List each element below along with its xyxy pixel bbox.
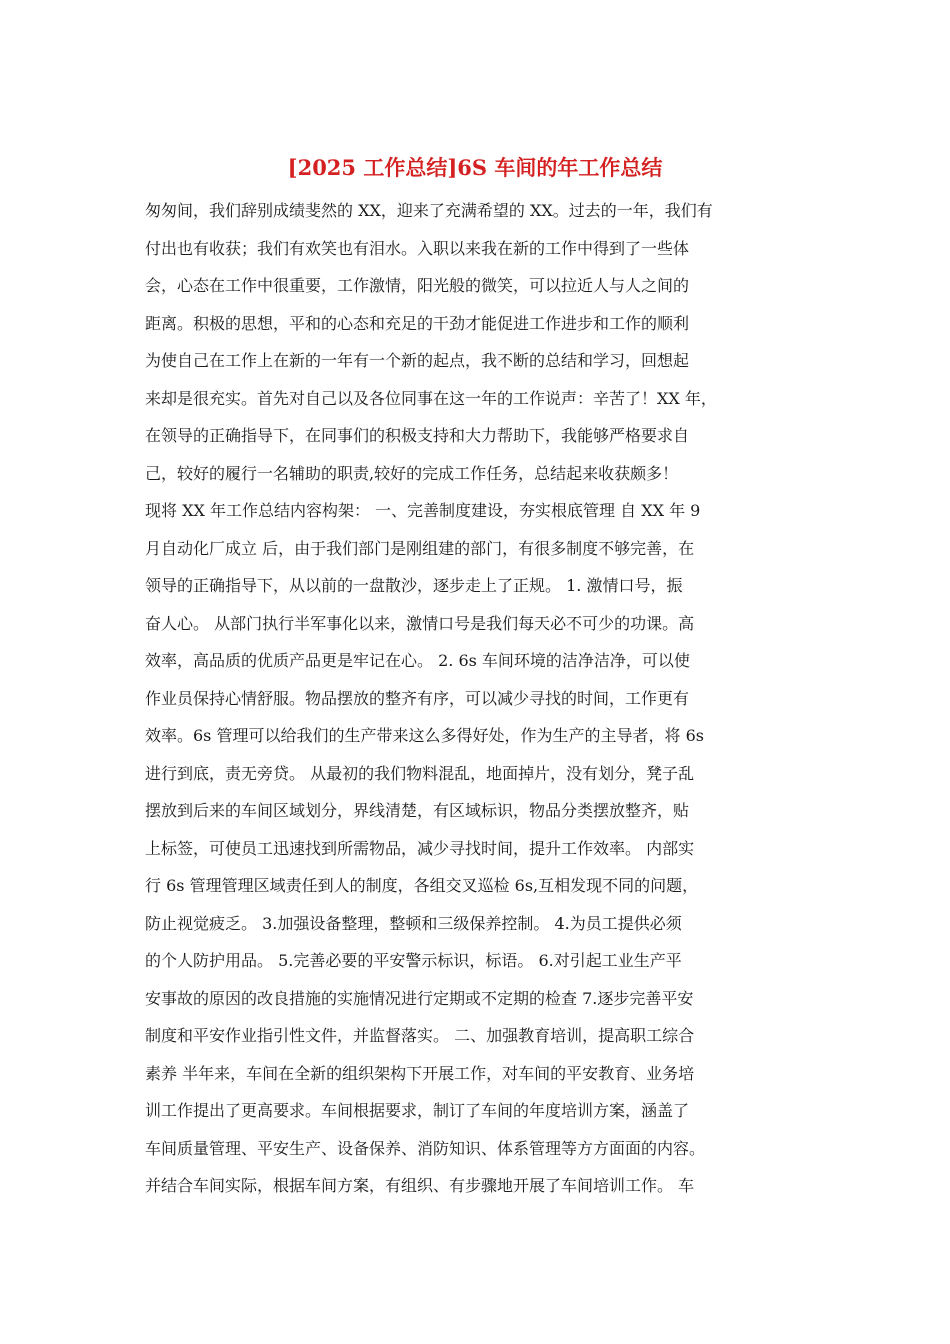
body-line: 在领导的正确指导下，在同事们的积极支持和大力帮助下，我能够严格要求自	[145, 426, 690, 445]
body-line: 制度和平安作业指引性文件，并监督落实。 二、加强教育培训，提高职工综合	[145, 1026, 695, 1045]
body-line: 效率，高品质的优质产品更是牢记在心。 2. 6s 车间环境的洁净洁净，可以使	[145, 651, 690, 670]
body-line: 付出也有收获；我们有欢笑也有泪水。入职以来我在新的工作中得到了一些体	[145, 238, 690, 258]
body-line: 己，较好的履行一名辅助的职责,较好的完成工作任务，总结起来收获颇多！	[145, 463, 679, 483]
body-line: 车间质量管理、平安生产、设备保养、消防知识、体系管理等方方面面的内容。	[145, 1138, 706, 1158]
body-line: 来却是很充实。首先对自己以及各位同事在这一年的工作说声：辛苦了！XX 年，	[145, 388, 717, 408]
document-title: [2025 工作总结]6S 车间的年工作总结	[287, 155, 663, 180]
document-body	[0, 192, 950, 1205]
body-line: 上标签，可使员工迅速找到所需物品，减少寻找时间，提升工作效率。 内部实	[145, 838, 695, 858]
body-line: 防止视觉疲乏。 3.加强设备整理，整顿和三级保养控制。 4.为员工提供必须	[145, 913, 682, 933]
body-line: 进行到底，责无旁贷。 从最初的我们物料混乱，地面掉片，没有划分，凳子乱	[145, 763, 695, 783]
body-line: 摆放到后来的车间区域划分，界线清楚，有区域标识，物品分类摆放整齐，贴	[145, 801, 690, 820]
body-line: 为使自己在工作上在新的一年有一个新的起点，我不断的总结和学习，回想起	[145, 351, 690, 370]
body-line: 行 6s 管理管理区域责任到人的制度，各组交叉巡检 6s,互相发现不同的问题，	[145, 876, 699, 895]
body-line: 效率。6s 管理可以给我们的生产带来这么多得好处，作为生产的主导者，将 6s	[145, 726, 704, 745]
body-line: 训工作提出了更高要求。车间根据要求，制订了车间的年度培训方案，涵盖了	[145, 1101, 690, 1120]
body-line: 并结合车间实际，根据车间方案，有组织、有步骤地开展了车间培训工作。 车	[145, 1176, 695, 1195]
body-line: 月自动化厂成立 后，由于我们部门是刚组建的部门，有很多制度不够完善，在	[145, 538, 695, 558]
body-line: 距离。积极的思想，平和的心态和充足的干劲才能促进工作进步和工作的顺利	[145, 313, 690, 333]
body-line: 现将 XX 年工作总结内容构架： 一、完善制度建设，夯实根底管理 自 XX 年 9	[145, 501, 701, 520]
body-line: 安事故的原因的改良措施的实施情况进行定期或不定期的检查 7.逐步完善平安	[145, 988, 694, 1008]
body-line: 匆匆间，我们辞别成绩斐然的 XX，迎来了充满希望的 XX。过去的一年，我们有	[145, 201, 713, 220]
body-line: 奋人心。 从部门执行半军事化以来，激情口号是我们每天必不可少的功课。高	[145, 613, 695, 633]
body-line: 作业员保持心情舒服。物品摆放的整齐有序，可以减少寻找的时间，工作更有	[145, 688, 690, 708]
body-line: 的个人防护用品。 5.完善必要的平安警示标识，标语。 6.对引起工业生产平	[145, 951, 682, 970]
body-line: 领导的正确指导下，从以前的一盘散沙，逐步走上了正规。 1. 激情口号，振	[145, 576, 683, 595]
body-line: 会，心态在工作中很重要，工作激情，阳光般的微笑，可以拉近人与人之间的	[145, 276, 690, 295]
body-line: 素养 半年来，车间在全新的组织架构下开展工作，对车间的平安教育、业务培	[145, 1063, 695, 1083]
